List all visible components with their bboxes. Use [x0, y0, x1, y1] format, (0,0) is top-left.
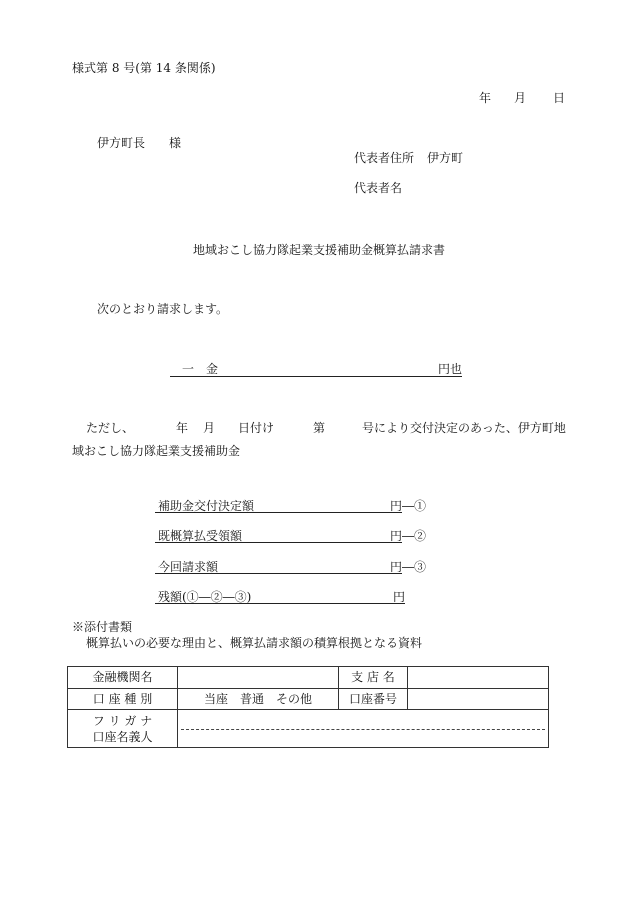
representative-name-label: 代表者名 [354, 181, 403, 195]
representative-address-label: 代表者住所 [354, 151, 415, 165]
form-number: 様式第 8 号(第 14 条関係) [72, 61, 216, 75]
attachments-heading: ※添付書類 [72, 620, 133, 634]
date-month-label: 月 [514, 91, 527, 105]
item-unit: 円 [393, 590, 406, 604]
document-title: 地域おこし協力隊起業支援補助金概算払請求書 [193, 243, 446, 257]
date-day-label: 日 [553, 91, 566, 105]
amount-label: 金 [206, 362, 219, 376]
bank-name-label: 金融機関名 [68, 667, 178, 689]
item-unit: 円―① [390, 499, 427, 513]
proviso-year-label: 年 [176, 421, 189, 435]
account-holder-field[interactable] [178, 710, 549, 748]
item-underline [155, 573, 402, 574]
proviso-month-label: 月 [203, 421, 216, 435]
furigana-label: フ リ ガ ナ [92, 713, 153, 728]
branch-field[interactable] [408, 667, 549, 689]
branch-label: 支 店 名 [339, 667, 408, 689]
account-number-field[interactable] [408, 689, 549, 710]
item-underline [155, 512, 402, 513]
item-underline [155, 603, 405, 604]
item-unit: 円―③ [390, 560, 427, 574]
account-number-label: 口座番号 [339, 689, 408, 710]
furigana-divider [181, 729, 545, 730]
item-label: 既概算払受領額 [158, 529, 243, 543]
proviso-part: 号により交付決定のあった、伊方町地 [362, 421, 566, 435]
amount-prefix: 一 [182, 362, 195, 376]
account-holder-label-cell [68, 710, 178, 748]
proviso-part: ただし、 [86, 421, 135, 435]
item-underline [155, 542, 402, 543]
amount-underline [170, 376, 462, 377]
bank-name-field[interactable] [178, 667, 339, 689]
addressee: 伊方町長 様 [97, 136, 182, 150]
item-label: 補助金交付決定額 [158, 499, 255, 513]
proviso-day-label: 日付け [238, 421, 275, 435]
account-type-options[interactable]: 当座 普通 その他 [178, 689, 339, 710]
attachments-text: 概算払いの必要な理由と、概算払請求額の積算根拠となる資料 [86, 636, 423, 650]
representative-address-value: 伊方町 [427, 151, 464, 165]
intro-text: 次のとおり請求します。 [97, 302, 229, 316]
proviso-line2: 域おこし協力隊起業支援補助金 [72, 444, 241, 458]
item-label: 今回請求額 [158, 560, 219, 574]
bank-account-table [67, 666, 549, 748]
item-unit: 円―② [390, 529, 427, 543]
account-holder-label: 口座名義人 [92, 729, 153, 744]
item-label: 残額(①―②―③) [158, 590, 252, 604]
date-year-label: 年 [479, 91, 492, 105]
amount-suffix: 円也 [438, 362, 463, 376]
proviso-number-prefix: 第 [313, 421, 326, 435]
account-type-label: 口 座 種 別 [68, 689, 178, 710]
